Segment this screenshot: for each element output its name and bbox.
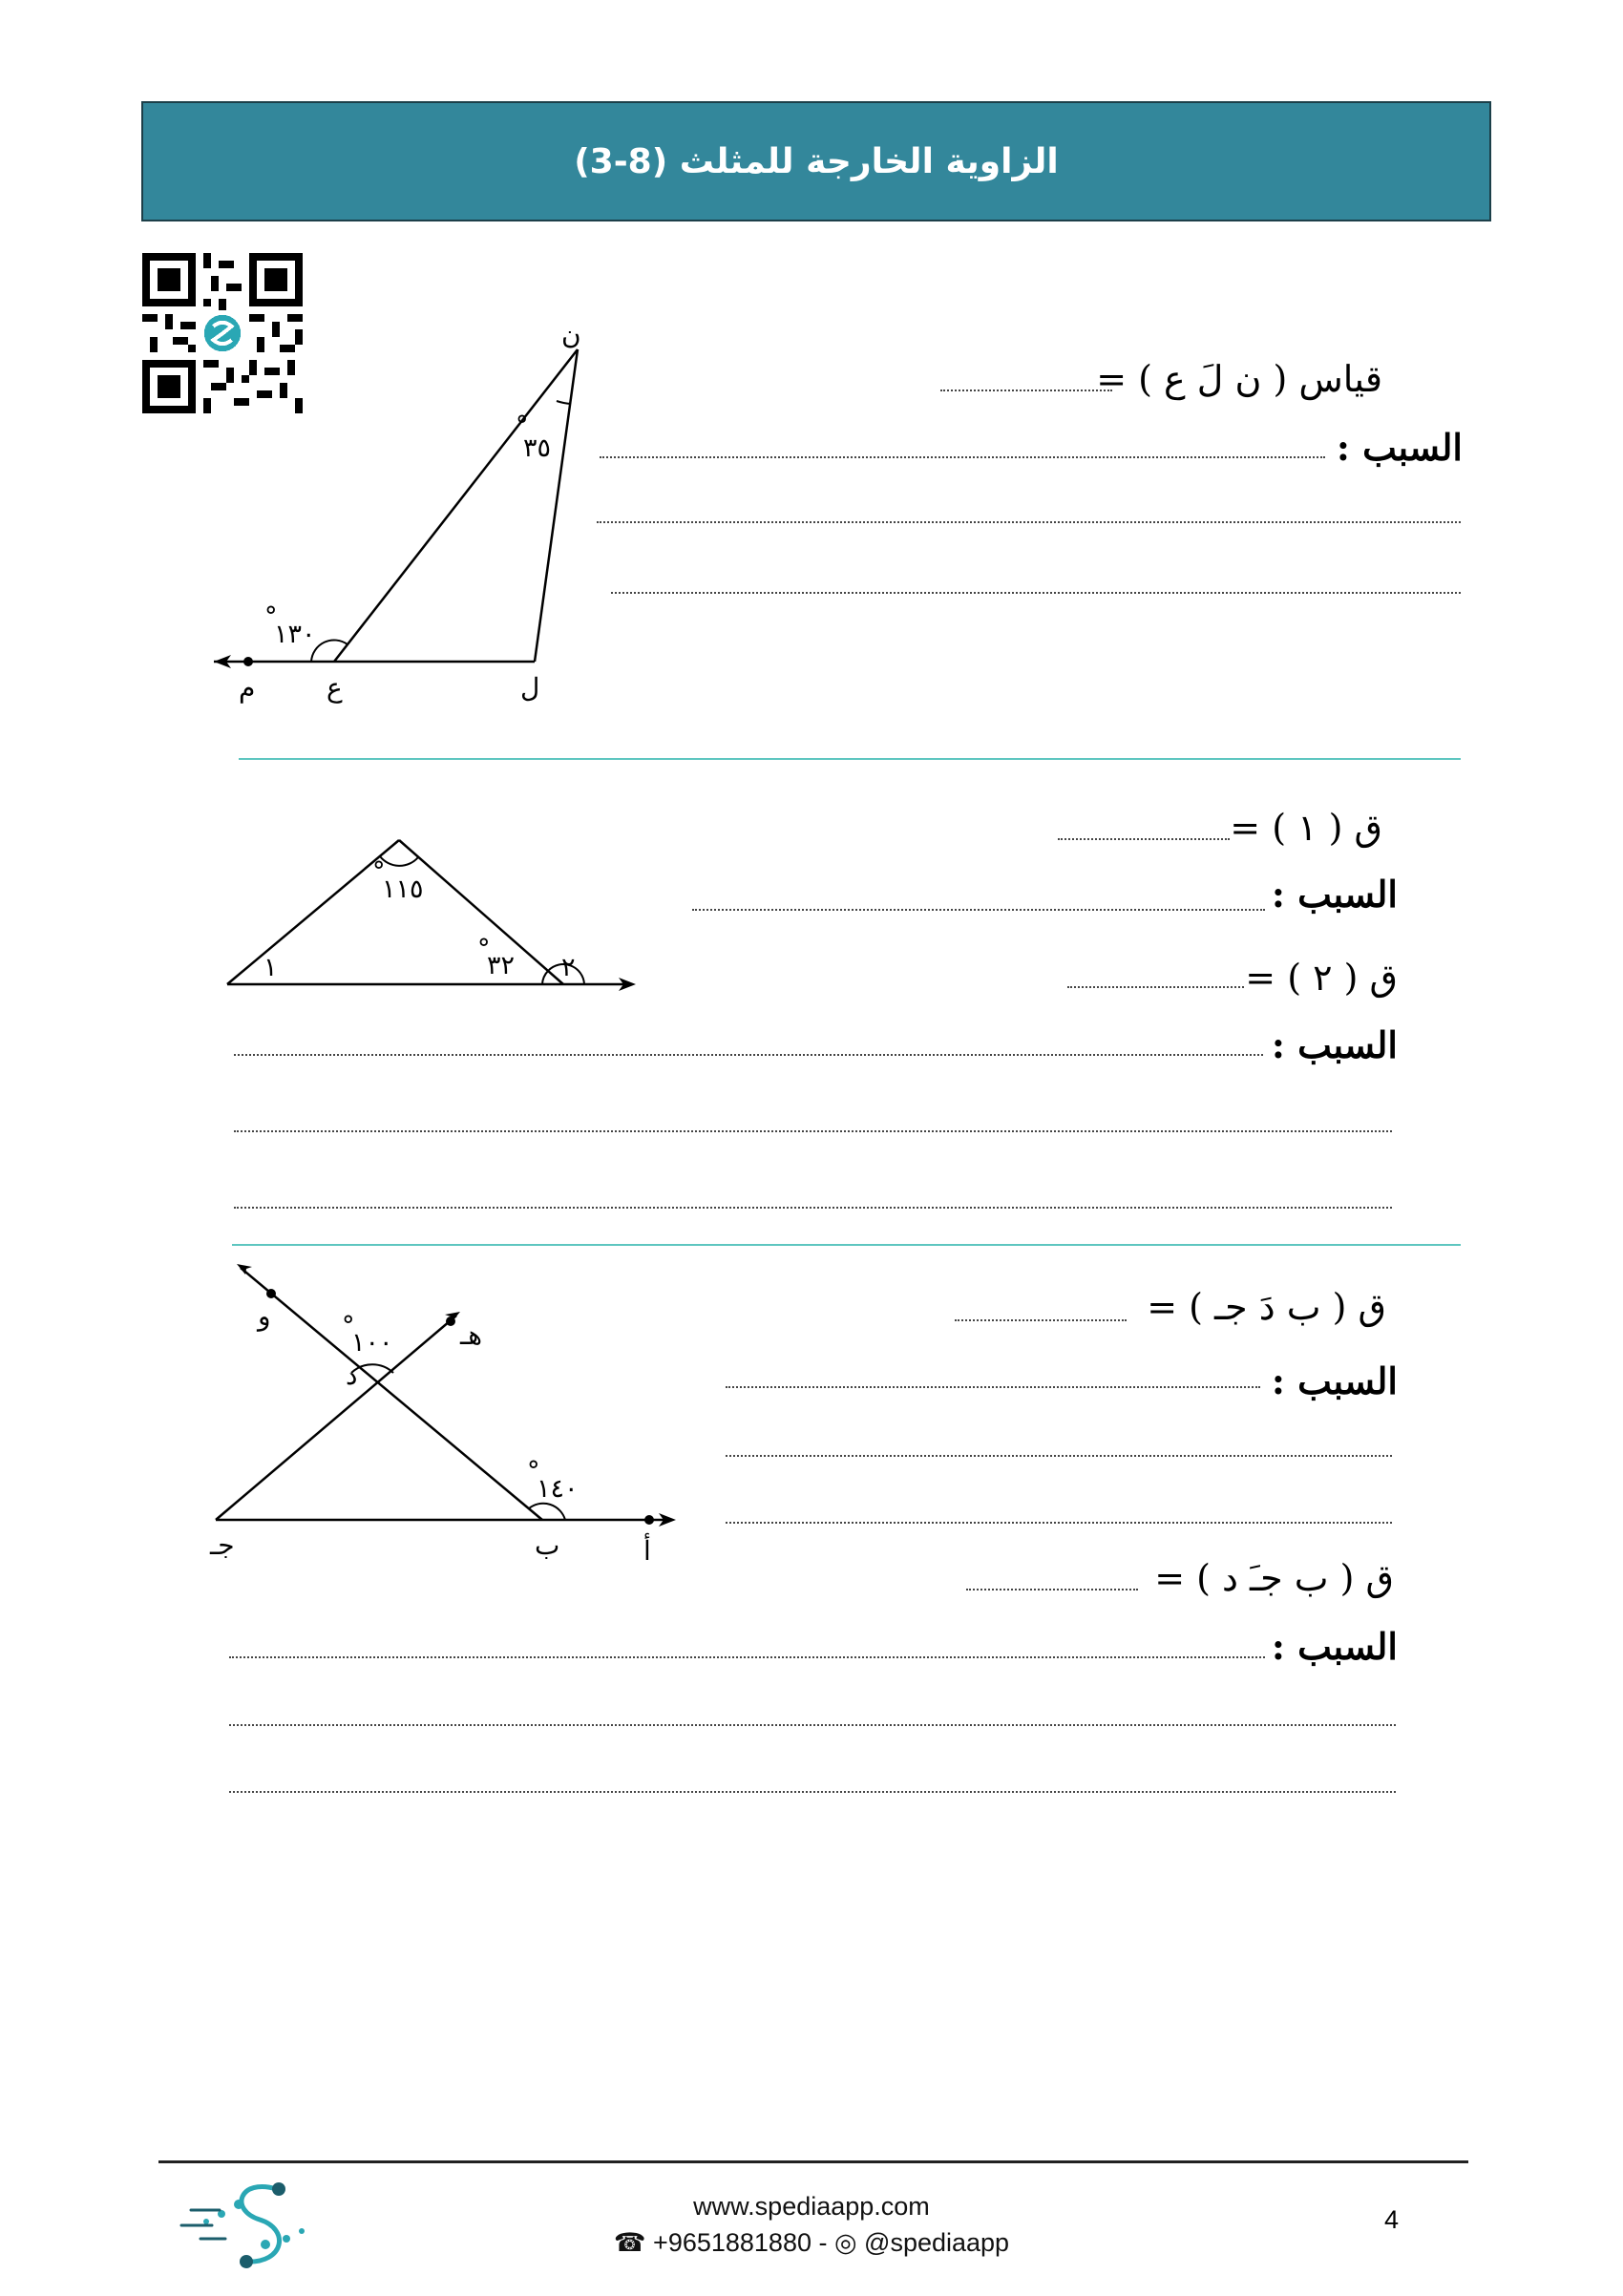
q2-angle-right-degree: ° bbox=[477, 935, 491, 964]
q3-reason-label-1: السبب : bbox=[1271, 1359, 1398, 1402]
q2-angle-top-value: ١١٥ bbox=[382, 874, 424, 904]
q2-question-1: ق ( ١ ) = bbox=[1230, 807, 1382, 849]
q1-angle-n-degree: ° bbox=[516, 411, 529, 441]
page-header bbox=[141, 101, 1491, 221]
q1-answer-line[interactable] bbox=[940, 390, 1112, 391]
q3-point-h bbox=[446, 1317, 455, 1326]
q2-label-2: ٢ bbox=[561, 953, 576, 982]
q3-answer-line-2[interactable] bbox=[966, 1589, 1138, 1590]
q3-label-j: جـ bbox=[210, 1529, 235, 1561]
q1-angle-n-arc bbox=[557, 401, 571, 404]
q3-label-w: و bbox=[258, 1300, 271, 1332]
q3-reason-line-6[interactable] bbox=[229, 1791, 1396, 1793]
footer-divider bbox=[158, 2160, 1468, 2163]
section-separator-1 bbox=[239, 758, 1461, 760]
q3-angle-b-arc bbox=[529, 1504, 565, 1520]
q2-reason-line-2[interactable] bbox=[234, 1054, 1263, 1056]
q3-label-a: أ bbox=[643, 1535, 651, 1567]
q1-label-l: ل bbox=[520, 672, 540, 704]
q2-reason-line-4[interactable] bbox=[234, 1207, 1392, 1209]
footer-website[interactable]: www.spediaapp.com bbox=[693, 2192, 930, 2221]
q3-arrow-w bbox=[237, 1264, 252, 1274]
q1-point-m bbox=[243, 657, 253, 666]
page-number: 4 bbox=[1384, 2205, 1400, 2234]
q3-point-w bbox=[266, 1289, 276, 1298]
q2-reason-line-1[interactable] bbox=[692, 909, 1265, 911]
q2-question-2: ق ( ٢ ) = bbox=[1245, 957, 1398, 999]
q3-reason-label-2: السبب : bbox=[1271, 1625, 1398, 1668]
section-separator-2 bbox=[232, 1244, 1461, 1246]
footer-contact bbox=[525, 2188, 1098, 2261]
q2-answer-line-1[interactable] bbox=[1058, 838, 1230, 840]
q3-label-d: د bbox=[346, 1359, 358, 1391]
q3-reason-line-2[interactable] bbox=[726, 1455, 1392, 1457]
q1-reason-line-2[interactable] bbox=[597, 521, 1461, 523]
q1-label-a: ع bbox=[327, 672, 343, 704]
q2-angle-top-degree: ° bbox=[372, 857, 386, 887]
q1-angle-ext-degree: ° bbox=[264, 602, 278, 632]
q3-question-2: ق ( ب جـَ د ) = bbox=[1154, 1557, 1394, 1599]
q1-reason-line-1[interactable] bbox=[600, 456, 1325, 458]
q2-reason-label-1: السبب : bbox=[1271, 873, 1398, 916]
q3-reason-line-3[interactable] bbox=[726, 1522, 1392, 1524]
q3-angle-d-degree: ° bbox=[342, 1312, 355, 1341]
q3-triangle-figure bbox=[200, 1251, 697, 1575]
q2-answer-line-2[interactable] bbox=[1067, 986, 1244, 988]
q2-triangle-figure bbox=[210, 821, 649, 1012]
q2-angle-right-value: ٣٢ bbox=[487, 951, 516, 980]
q3-reason-line-5[interactable] bbox=[229, 1724, 1396, 1726]
q1-angle-n-value: ٣٥ bbox=[523, 433, 552, 463]
footer-phone-social[interactable]: ☎ +9651881880 - ◎ @spediaapp bbox=[613, 2228, 1010, 2257]
q3-reason-line-4[interactable] bbox=[229, 1656, 1265, 1658]
q2-reason-label-2: السبب : bbox=[1271, 1023, 1398, 1066]
q3-label-b: ب bbox=[535, 1529, 560, 1561]
q3-angle-b-degree: ° bbox=[527, 1457, 540, 1486]
q1-triangle-figure bbox=[200, 315, 601, 716]
q3-reason-line-1[interactable] bbox=[726, 1386, 1260, 1388]
q2-angle-top-arc bbox=[380, 856, 418, 866]
q1-reason-label: السبب : bbox=[1336, 426, 1463, 469]
q3-question-1: ق ( ب دَ جـ ) = bbox=[1147, 1286, 1386, 1328]
q1-label-m: م bbox=[239, 672, 256, 704]
q3-label-h: هـ bbox=[460, 1319, 482, 1351]
page-title: (3-8) الزاوية الخارجة للمثلث bbox=[574, 141, 1059, 181]
q3-answer-line-1[interactable] bbox=[955, 1319, 1127, 1321]
q3-line-bw bbox=[241, 1268, 542, 1520]
q3-point-a bbox=[644, 1515, 654, 1525]
q1-question: قياس ( ن لَ ع ) = bbox=[1096, 358, 1382, 400]
q2-reason-line-3[interactable] bbox=[234, 1130, 1392, 1132]
q1-angle-ext-value: ١٣٠ bbox=[274, 620, 316, 649]
q1-reason-line-3[interactable] bbox=[611, 592, 1461, 594]
q3-angle-d-value: ١٠٠ bbox=[351, 1328, 393, 1358]
q2-angle-right-arc bbox=[542, 971, 548, 984]
q1-label-n: ن bbox=[561, 319, 581, 350]
q3-angle-b-value: ١٤٠ bbox=[537, 1474, 579, 1504]
spedia-logo-icon[interactable] bbox=[172, 2172, 325, 2277]
q2-label-1: ١ bbox=[263, 953, 278, 982]
